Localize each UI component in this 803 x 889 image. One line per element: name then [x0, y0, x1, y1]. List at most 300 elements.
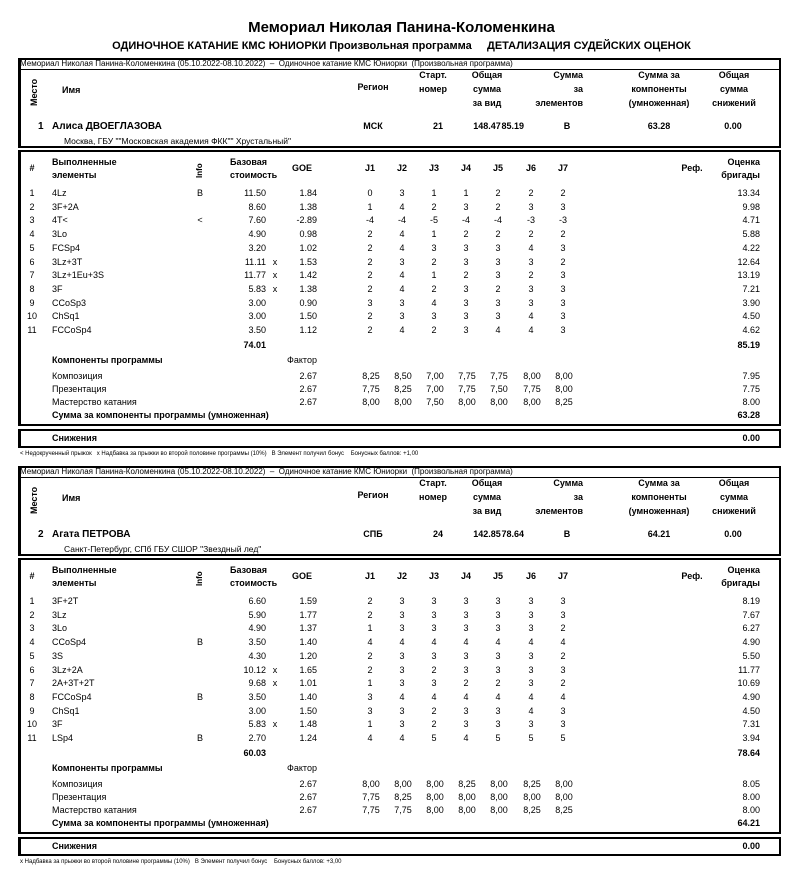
- judge-goe: 4: [399, 201, 405, 212]
- judge-component-mark: 8,25: [555, 805, 573, 815]
- judge-component-mark: 7,50: [490, 384, 508, 394]
- base-value-header: Базовая: [230, 565, 268, 575]
- judge-goe: 2: [367, 270, 373, 281]
- judge-goe: 3: [528, 256, 534, 267]
- judge-goe: 3: [560, 705, 566, 716]
- tes-header: элементов: [535, 98, 583, 108]
- judge-goe: 4: [495, 325, 501, 335]
- element-code: 3Lz+3T: [52, 256, 83, 267]
- element-number: 7: [29, 678, 35, 689]
- element-code: 3F+2A: [52, 201, 79, 212]
- judge-goe: 4: [463, 691, 469, 702]
- element-goe: 0.90: [299, 297, 317, 308]
- component-score: 8.05: [742, 779, 760, 789]
- elements-header: элементы: [52, 170, 97, 180]
- element-goe: 1.38: [299, 201, 317, 212]
- judge-goe: 3: [528, 609, 534, 620]
- judge-goe: 3: [367, 705, 373, 716]
- element-goe: 1.59: [299, 596, 317, 606]
- ded-header: сумма: [719, 492, 749, 502]
- judge-goe: 1: [463, 188, 469, 198]
- judge-component-mark: 7,50: [426, 397, 444, 407]
- ded-header: Общая: [718, 478, 750, 488]
- judge-goe: 2: [495, 188, 501, 198]
- judge-header: J3: [428, 571, 440, 581]
- judge-component-mark: 8,00: [426, 805, 444, 815]
- element-base-value: 4.90: [248, 229, 266, 240]
- judge-goe: 3: [463, 201, 469, 212]
- factor-header: Фактор: [287, 763, 317, 773]
- judge-component-mark: 8,00: [523, 792, 541, 802]
- judge-goe: 2: [367, 596, 373, 606]
- judge-goe: 4: [431, 637, 437, 648]
- skater-pcs: 64.21: [647, 529, 671, 539]
- element-goe: 1.12: [299, 325, 317, 335]
- element-number: 8: [29, 691, 35, 702]
- element-base-value: 8.60: [248, 201, 266, 212]
- judge-goe: 3: [495, 270, 501, 281]
- element-number: 2: [29, 201, 35, 212]
- judge-goe: 4: [528, 637, 534, 648]
- element-number: 5: [29, 242, 35, 253]
- element-goe: 1.84: [299, 188, 317, 198]
- judge-goe: -5: [429, 215, 439, 226]
- judge-goe: 3: [560, 201, 566, 212]
- component-score: 8.00: [742, 792, 760, 802]
- judge-goe: 3: [495, 256, 501, 267]
- judge-goe: 3: [495, 311, 501, 322]
- element-goe: 1.65: [299, 664, 317, 675]
- element-code: FCCoSp4: [52, 325, 92, 335]
- element-number: 3: [29, 623, 35, 634]
- element-base-value: 3.00: [248, 297, 266, 308]
- judge-component-mark: 8,25: [523, 805, 541, 815]
- judge-goe: 1: [431, 229, 437, 240]
- judge-goe: 4: [495, 637, 501, 648]
- judge-goe: 2: [367, 664, 373, 675]
- judge-goe: 2: [431, 705, 437, 716]
- judge-goe: 2: [431, 664, 437, 675]
- judge-component-mark: 7,75: [362, 792, 380, 802]
- component-score: 7.95: [742, 371, 760, 381]
- element-code: FCCoSp4: [52, 691, 92, 702]
- tes-header: Сумма: [553, 478, 583, 488]
- judge-goe: 5: [431, 733, 437, 743]
- info-header: Info: [195, 163, 204, 178]
- place-header: Место: [29, 486, 39, 514]
- judge-component-mark: 8,00: [458, 805, 476, 815]
- element-code: LSp4: [52, 733, 74, 743]
- element-score: 7.67: [742, 609, 760, 620]
- judge-header: J1: [364, 163, 376, 173]
- judge-goe: 3: [495, 650, 501, 661]
- judge-goe: 3: [431, 678, 437, 689]
- deductions-box: [18, 429, 781, 448]
- judge-component-mark: 7,75: [362, 384, 380, 394]
- skater-place: 2: [38, 529, 44, 540]
- judge-goe: 2: [560, 623, 566, 634]
- score-header: Оценка: [727, 157, 760, 167]
- component-name: Презентация: [52, 384, 107, 394]
- skater-total-score: 142.85: [473, 529, 501, 539]
- pcs-header: (умноженная): [628, 506, 690, 516]
- component-score: 7.75: [742, 384, 760, 394]
- start-header: Старт.: [419, 70, 447, 80]
- judge-goe: 3: [528, 719, 534, 730]
- element-base-value: 3.20: [248, 242, 266, 253]
- element-score: 13.34: [737, 188, 760, 198]
- tes-header: элементов: [535, 506, 583, 516]
- judge-component-mark: 8,00: [426, 779, 444, 789]
- judge-goe: 3: [399, 664, 405, 675]
- judge-goe: 3: [399, 678, 405, 689]
- judge-goe: 0: [367, 188, 373, 198]
- score-header: Оценка: [727, 565, 760, 575]
- judge-goe: 3: [463, 623, 469, 634]
- judge-goe: 3: [463, 297, 469, 308]
- judge-goe: 3: [528, 678, 534, 689]
- base-value-header: стоимость: [230, 578, 278, 588]
- component-factor: 2.67: [299, 779, 317, 789]
- judge-goe: 3: [463, 325, 469, 335]
- judge-header: J2: [396, 571, 408, 581]
- element-base-value: 3.00: [248, 311, 266, 322]
- judge-component-mark: 8,00: [490, 397, 508, 407]
- skater-deductions: 0.00: [724, 121, 742, 131]
- skater-place: 1: [38, 121, 44, 132]
- skater-start-number: 24: [432, 529, 444, 539]
- ded-header: сумма: [719, 84, 749, 94]
- judge-component-mark: 8,00: [362, 779, 380, 789]
- judge-goe: 4: [528, 325, 534, 335]
- judge-component-mark: 7,00: [426, 371, 444, 381]
- element-code: 3Lo: [52, 229, 68, 240]
- judge-component-mark: 7,75: [458, 384, 476, 394]
- element-base-value: 4.30: [248, 650, 266, 661]
- referee-header: Реф.: [681, 571, 703, 581]
- component-name: Композиция: [52, 779, 103, 789]
- judge-component-mark: 8,00: [555, 384, 573, 394]
- judge-goe: 3: [399, 297, 405, 308]
- components-header: Компоненты программы: [52, 763, 163, 773]
- judge-goe: 2: [431, 201, 437, 212]
- element-number: 11: [27, 733, 37, 743]
- judge-goe: 3: [399, 188, 405, 198]
- elements-header: элементы: [52, 578, 97, 588]
- total-header: сумма: [472, 492, 502, 502]
- element-base-value: 3.50: [248, 325, 266, 335]
- skater-start-number: 21: [432, 121, 444, 131]
- judge-goe: -4: [461, 215, 471, 226]
- components-header: Компоненты программы: [52, 355, 163, 365]
- judge-header: J7: [557, 163, 569, 173]
- judge-component-mark: 8,00: [555, 792, 573, 802]
- element-number: 10: [26, 311, 38, 322]
- judge-goe: 3: [463, 311, 469, 322]
- judge-goe: 2: [560, 188, 566, 198]
- judge-goe: 3: [560, 719, 566, 730]
- judge-goe: 2: [495, 201, 501, 212]
- legend-footnote: x Надбавка за прыжки во второй половине программы (10%) B Элемент получил бонус Бонусных баллов: +3,00: [20, 859, 342, 865]
- judge-goe: 3: [431, 596, 437, 606]
- judge-goe: 3: [560, 664, 566, 675]
- judge-component-mark: 7,00: [426, 384, 444, 394]
- judge-goe: 3: [528, 596, 534, 606]
- judge-goe: 5: [528, 733, 534, 743]
- element-info: B: [196, 637, 204, 648]
- judge-component-mark: 8,00: [394, 779, 412, 789]
- element-goe: 1.77: [299, 609, 317, 620]
- judge-goe: 4: [528, 691, 534, 702]
- judge-goe: 2: [367, 229, 373, 240]
- judge-goe: 2: [431, 325, 437, 335]
- element-number: 9: [29, 705, 35, 716]
- judge-header: J5: [492, 571, 504, 581]
- judge-goe: 1: [367, 719, 373, 730]
- skater-name: Алиса ДВОЕГЛАЗОВА: [52, 121, 162, 132]
- element-code: CCoSp4: [52, 637, 87, 648]
- judge-goe: 3: [495, 609, 501, 620]
- judge-goe: 3: [463, 664, 469, 675]
- judge-goe: 3: [528, 297, 534, 308]
- element-number: 3: [29, 215, 35, 226]
- judge-component-mark: 8,00: [490, 805, 508, 815]
- judge-goe: 2: [367, 609, 373, 620]
- judge-goe: 2: [495, 229, 501, 240]
- judge-component-mark: 8,00: [523, 397, 541, 407]
- judge-goe: -4: [493, 215, 503, 226]
- judge-goe: 3: [560, 270, 566, 281]
- element-score: 4.62: [742, 325, 760, 335]
- skater-tes: 85.19: [501, 121, 524, 131]
- judge-goe: 3: [560, 596, 566, 606]
- judge-goe: 3: [560, 242, 566, 253]
- total-header: сумма: [472, 84, 502, 94]
- judge-goe: 2: [431, 256, 437, 267]
- element-info: B: [196, 691, 204, 702]
- judge-component-mark: 8,00: [362, 397, 380, 407]
- total-header: Общая: [471, 478, 503, 488]
- judge-goe: 3: [431, 311, 437, 322]
- judge-goe: 3: [560, 283, 566, 294]
- element-score: 8.19: [742, 596, 760, 606]
- base-value-total: 74.01: [243, 340, 266, 350]
- tes-header: за: [573, 84, 583, 94]
- judge-component-mark: 8,25: [362, 371, 380, 381]
- num-header: #: [29, 163, 35, 173]
- base-value-header: Базовая: [230, 157, 268, 167]
- score-header: бригады: [721, 578, 760, 588]
- judge-goe: 4: [399, 325, 405, 335]
- component-score: 8.00: [742, 397, 760, 407]
- element-base-value: 3.50: [248, 691, 266, 702]
- judge-goe: 3: [399, 719, 405, 730]
- ded-header: снижений: [712, 98, 756, 108]
- skater-club: Москва, ГБУ ""Московская академия ФКК"" Хрустальный": [64, 136, 292, 146]
- element-number: 4: [29, 229, 35, 240]
- deductions-label: Снижения: [52, 433, 97, 443]
- element-score: 4.90: [742, 637, 760, 648]
- judge-component-mark: 8,25: [523, 779, 541, 789]
- judge-header: J5: [492, 163, 504, 173]
- component-name: Композиция: [52, 371, 103, 381]
- skater-region: СПБ: [363, 529, 383, 539]
- judge-goe: 4: [399, 691, 405, 702]
- component-name: Презентация: [52, 792, 107, 802]
- judge-goe: 4: [367, 637, 373, 648]
- judge-goe: 3: [528, 664, 534, 675]
- judge-goe: 3: [528, 201, 534, 212]
- judge-component-mark: 8,00: [426, 792, 444, 802]
- judge-goe: 4: [399, 270, 405, 281]
- deductions-total: 0.00: [742, 841, 760, 851]
- skater-tes: 78.64: [501, 529, 524, 539]
- element-code: 3S: [52, 650, 64, 661]
- judge-goe: 3: [463, 242, 469, 253]
- competition-caption: Мемориал Николая Панина-Коломенкина (05.10.2022-08.10.2022) – Одиночное катание КМС Юниорки (Произвольная программа): [20, 60, 780, 70]
- judge-component-mark: 8,25: [555, 397, 573, 407]
- judge-goe: 4: [431, 691, 437, 702]
- element-code: 3Lz+2A: [52, 664, 83, 675]
- element-score: 13.19: [737, 270, 760, 281]
- element-base-value: 5.90: [248, 609, 266, 620]
- element-code: 3Lz+1Eu+3S: [52, 270, 105, 281]
- judge-goe: 4: [431, 297, 437, 308]
- judge-goe: 4: [399, 733, 405, 743]
- element-score: 4.22: [742, 242, 760, 253]
- element-goe: 1.02: [299, 242, 317, 253]
- elements-total: 85.19: [737, 340, 760, 350]
- base-value-total: 60.03: [243, 748, 266, 758]
- element-goe: 1.50: [299, 311, 317, 322]
- skater-deductions: 0.00: [724, 529, 742, 539]
- judge-goe: 3: [528, 650, 534, 661]
- component-score: 8.00: [742, 805, 760, 815]
- element-goe: 1.37: [299, 623, 317, 634]
- component-name: Мастерство катания: [52, 805, 137, 815]
- skater-pcs: 63.28: [647, 121, 671, 131]
- judge-goe: 3: [495, 297, 501, 308]
- element-info: B: [196, 188, 204, 198]
- pcs-header: (умноженная): [628, 98, 690, 108]
- element-score: 9.98: [742, 201, 760, 212]
- component-factor: 2.67: [299, 792, 317, 802]
- judge-goe: -4: [365, 215, 375, 226]
- name-header: Имя: [62, 85, 81, 95]
- judge-goe: 4: [560, 637, 566, 648]
- judge-goe: 3: [528, 623, 534, 634]
- judge-header: J6: [525, 163, 537, 173]
- element-score: 3.94: [742, 733, 760, 743]
- judge-goe: 2: [367, 242, 373, 253]
- judge-goe: 4: [399, 242, 405, 253]
- judge-goe: 2: [367, 325, 373, 335]
- judge-goe: 3: [463, 256, 469, 267]
- element-base-value: 5.83: [248, 719, 266, 730]
- deductions-box: [18, 837, 781, 856]
- skater-tes-flag: B: [563, 121, 571, 131]
- element-bonus-mark: x: [272, 270, 278, 281]
- element-score: 4.71: [742, 215, 760, 226]
- judge-goe: 3: [495, 596, 501, 606]
- info-header: Info: [195, 571, 204, 586]
- judge-goe: 3: [560, 609, 566, 620]
- component-factor: 2.67: [299, 371, 317, 381]
- judge-goe: 2: [528, 188, 534, 198]
- element-base-value: 10.12: [243, 664, 266, 675]
- element-goe: 1.40: [299, 637, 317, 648]
- element-score: 4.90: [742, 691, 760, 702]
- element-goe: 1.53: [299, 256, 317, 267]
- element-number: 11: [27, 325, 37, 335]
- element-number: 1: [29, 596, 35, 606]
- judge-goe: 3: [399, 256, 405, 267]
- element-number: 4: [29, 637, 35, 648]
- judge-header: J1: [364, 571, 376, 581]
- skater-region: МСК: [363, 121, 383, 131]
- region-header: Регион: [357, 490, 389, 500]
- element-goe: 1.24: [299, 733, 317, 743]
- judge-goe: 4: [528, 705, 534, 716]
- judge-goe: 3: [431, 609, 437, 620]
- judge-goe: 3: [463, 719, 469, 730]
- goe-header: GOE: [291, 163, 313, 173]
- element-score: 6.27: [742, 623, 760, 634]
- judge-goe: 3: [431, 242, 437, 253]
- judge-goe: 3: [431, 623, 437, 634]
- judge-goe: -3: [558, 215, 568, 226]
- element-goe: 1.20: [299, 650, 317, 661]
- judge-goe: 4: [399, 637, 405, 648]
- judge-goe: 3: [463, 650, 469, 661]
- element-info: <: [197, 215, 203, 226]
- judge-goe: 4: [495, 691, 501, 702]
- judge-goe: 4: [528, 242, 534, 253]
- judge-component-mark: 8,00: [458, 792, 476, 802]
- judge-component-mark: 7,75: [490, 371, 508, 381]
- judge-goe: 3: [399, 650, 405, 661]
- ded-header: Общая: [718, 70, 750, 80]
- element-base-value: 11.50: [244, 188, 266, 198]
- element-base-value: 6.60: [248, 596, 266, 606]
- judge-goe: 3: [495, 719, 501, 730]
- judge-header: J3: [428, 163, 440, 173]
- judge-goe: 2: [495, 283, 501, 294]
- element-code: 3F+2T: [52, 596, 79, 606]
- judge-component-mark: 8,25: [458, 779, 476, 789]
- elements-total: 78.64: [737, 748, 760, 758]
- element-number: 8: [29, 283, 35, 294]
- component-factor: 2.67: [299, 805, 317, 815]
- judge-goe: 2: [560, 678, 566, 689]
- judge-goe: 3: [463, 596, 469, 606]
- element-score: 7.31: [742, 719, 760, 730]
- judge-goe: 5: [495, 733, 501, 743]
- element-number: 9: [29, 297, 35, 308]
- legend-footnote: < Недокрученный прыжок x Надбавка за прыжки во второй половине программы (10%) B Элемент получил бонус Бонусных баллов: +1,00: [20, 451, 419, 457]
- judge-component-mark: 8,00: [555, 779, 573, 789]
- element-score: 7.21: [742, 283, 760, 294]
- judge-header: J4: [460, 571, 472, 581]
- judge-goe: 2: [560, 256, 566, 267]
- judge-goe: 3: [431, 650, 437, 661]
- judge-goe: 5: [560, 733, 566, 743]
- element-goe: 0.98: [299, 229, 317, 240]
- judge-component-mark: 7,75: [523, 384, 541, 394]
- judge-goe: 1: [367, 678, 373, 689]
- element-code: 3F: [52, 283, 63, 294]
- deductions-label: Снижения: [52, 841, 97, 851]
